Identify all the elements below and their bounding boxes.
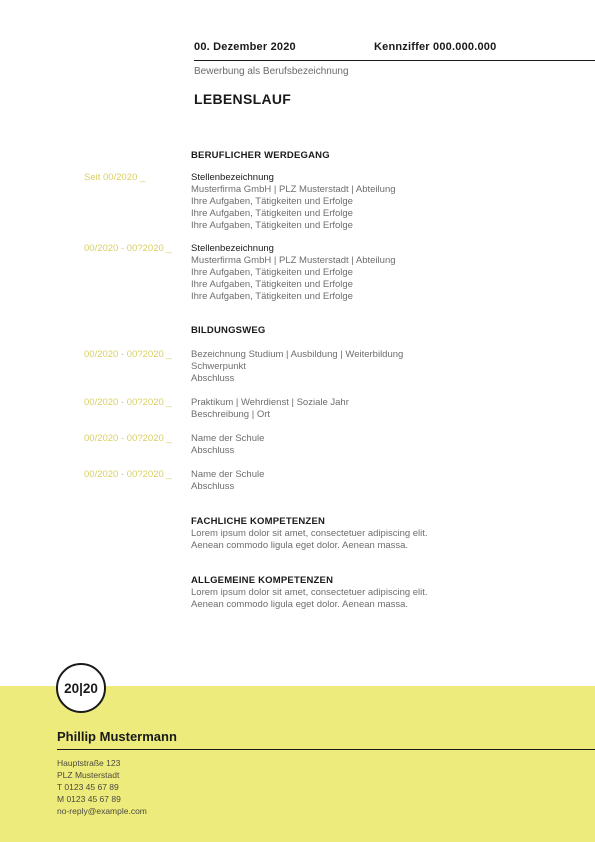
entry-date: 00/2020 - 00?2020 _ bbox=[84, 349, 172, 360]
entry-body bbox=[191, 433, 264, 457]
education-heading: BILDUNGSWEG bbox=[191, 325, 266, 336]
entry-line: Praktikum | Wehrdienst | Soziale Jahr bbox=[191, 397, 349, 408]
year-badge: 20|20 bbox=[56, 663, 106, 713]
entry-body bbox=[191, 349, 403, 385]
entry-title: Stellenbezeichnung bbox=[191, 172, 274, 183]
entry-body bbox=[191, 243, 396, 303]
entry-line: Musterfirma GmbH | PLZ Musterstadt | Abteilung bbox=[191, 184, 396, 195]
entry-line: Ihre Aufgaben, Tätigkeiten und Erfolge bbox=[191, 208, 353, 219]
applicant-name: Phillip Mustermann bbox=[57, 729, 177, 744]
entry-line: Abschluss bbox=[191, 481, 235, 492]
entry-body bbox=[191, 172, 396, 232]
professional-skills-heading: FACHLICHE KOMPETENZEN bbox=[191, 516, 326, 527]
entry-line: Ihre Aufgaben, Tätigkeiten und Erfolge bbox=[191, 267, 353, 278]
contact-phone: T 0123 45 67 89 bbox=[57, 782, 119, 792]
paragraph-line: Aenean commodo ligula eget dolor. Aenean massa. bbox=[191, 540, 409, 551]
entry-line: Musterfirma GmbH | PLZ Musterstadt | Abteilung bbox=[191, 255, 396, 266]
entry-body bbox=[191, 469, 264, 493]
application-subtitle: Bewerbung als Berufsbezeichnung bbox=[194, 66, 349, 77]
entry-line: Ihre Aufgaben, Tätigkeiten und Erfolge bbox=[191, 220, 353, 231]
footer-divider bbox=[57, 749, 595, 750]
entry-body bbox=[191, 397, 349, 421]
contact-city: PLZ Musterstadt bbox=[57, 770, 120, 780]
entry-line: Ihre Aufgaben, Tätigkeiten und Erfolge bbox=[191, 279, 353, 290]
general-skills-heading: ALLGEMEINE KOMPETENZEN bbox=[191, 575, 334, 586]
entry-line: Abschluss bbox=[191, 445, 235, 456]
entry-date: 00/2020 - 00?2020 _ bbox=[84, 433, 172, 444]
header-divider bbox=[194, 60, 595, 61]
entry-line: Name der Schule bbox=[191, 469, 265, 480]
reference-number: Kennziffer 000.000.000 bbox=[374, 41, 497, 53]
professional-skills-text bbox=[191, 528, 428, 552]
paragraph-line: Lorem ipsum dolor sit amet, consectetuer adipiscing elit. bbox=[191, 528, 428, 539]
entry-date: 00/2020 - 00?2020 _ bbox=[84, 243, 172, 254]
entry-title: Stellenbezeichnung bbox=[191, 243, 274, 254]
contact-mobile: M 0123 45 67 89 bbox=[57, 794, 121, 804]
document-date: 00. Dezember 2020 bbox=[194, 41, 296, 53]
entry-line: Name der Schule bbox=[191, 433, 265, 444]
entry-line: Ihre Aufgaben, Tätigkeiten und Erfolge bbox=[191, 196, 353, 207]
entry-date: 00/2020 - 00?2020 _ bbox=[84, 469, 172, 480]
entry-date: Seit 00/2020 _ bbox=[84, 172, 146, 183]
career-heading: BERUFLICHER WERDEGANG bbox=[191, 150, 330, 161]
page-title: LEBENSLAUF bbox=[194, 91, 292, 107]
entry-line: Schwerpunkt bbox=[191, 361, 246, 372]
entry-line: Beschreibung | Ort bbox=[191, 409, 271, 420]
contact-email[interactable]: no-reply@example.com bbox=[57, 806, 147, 816]
contact-block bbox=[57, 757, 147, 817]
entry-date: 00/2020 - 00?2020 _ bbox=[84, 397, 172, 408]
entry-line: Abschluss bbox=[191, 373, 235, 384]
general-skills-text bbox=[191, 587, 428, 611]
paragraph-line: Lorem ipsum dolor sit amet, consectetuer adipiscing elit. bbox=[191, 587, 428, 598]
contact-street: Hauptstraße 123 bbox=[57, 758, 121, 768]
entry-line: Ihre Aufgaben, Tätigkeiten und Erfolge bbox=[191, 291, 353, 302]
entry-line: Bezeichnung Studium | Ausbildung | Weiterbildung bbox=[191, 349, 404, 360]
paragraph-line: Aenean commodo ligula eget dolor. Aenean massa. bbox=[191, 599, 409, 610]
